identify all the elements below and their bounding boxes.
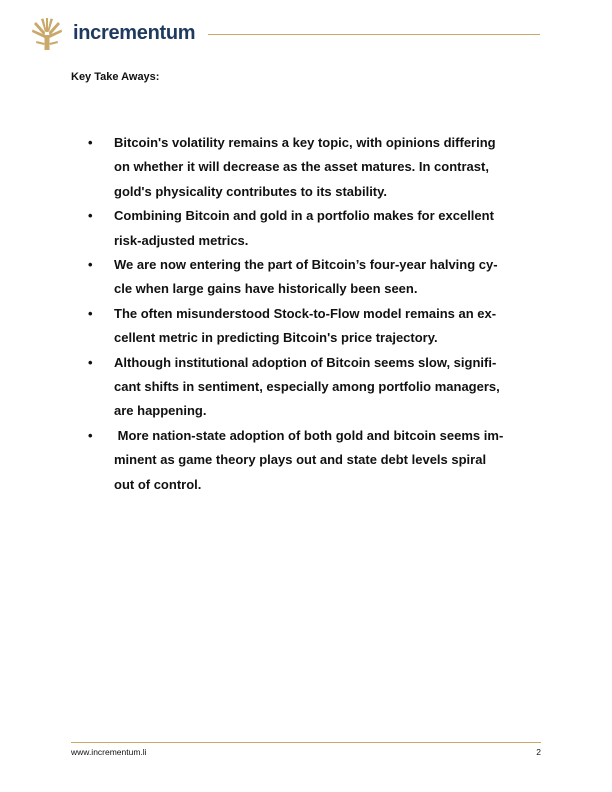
page-number: 2 <box>536 747 541 757</box>
bullet-line: The often misunderstood Stock-to-Flow model remains an ex- <box>114 305 497 321</box>
bullet-line: are happening. <box>114 403 207 419</box>
bullet-line: gold's physicality contributes to its stability. <box>114 183 388 199</box>
list-item <box>86 204 526 253</box>
footer-divider <box>71 742 541 743</box>
list-item <box>86 424 526 497</box>
bullet-line: risk-adjusted metrics. <box>114 232 249 248</box>
bullet-line: out of control. <box>114 476 202 492</box>
bullet-icon: • <box>88 427 93 443</box>
bullet-icon: • <box>88 257 93 273</box>
section-title: Key Take Aways: <box>71 71 160 83</box>
key-takeaways-list <box>86 131 526 497</box>
list-item <box>86 253 526 302</box>
bullet-line: Combining Bitcoin and gold in a portfolio makes for excellent <box>114 208 494 224</box>
bullet-line: More nation-state adoption of both gold and bitcoin seems im- <box>114 427 504 443</box>
bullet-line: cle when large gains have historically been seen. <box>114 281 418 297</box>
bullet-line: Bitcoin's volatility remains a key topic, with opinions differing <box>114 135 496 150</box>
footer-website-link[interactable]: www.incrementum.li <box>71 747 147 757</box>
bullet-line: minent as game theory plays out and state debt levels spiral <box>114 452 487 468</box>
bullet-line: on whether it will decrease as the asset matures. In contrast, <box>114 159 489 175</box>
header-divider <box>208 34 540 35</box>
bullet-line: cellent metric in predicting Bitcoin's price trajectory. <box>114 330 438 346</box>
bullet-icon: • <box>88 305 93 321</box>
list-item <box>86 302 526 351</box>
bullet-icon: • <box>88 208 93 224</box>
list-item <box>86 131 526 204</box>
page-header <box>32 18 540 52</box>
tree-logo-icon <box>32 18 62 50</box>
list-item <box>86 351 526 424</box>
bullet-icon: • <box>88 354 93 370</box>
bullet-icon: • <box>88 135 93 150</box>
bullet-line: Although institutional adoption of Bitcoin seems slow, signifi- <box>114 354 497 370</box>
brand-name: incrementum <box>73 22 196 44</box>
bullet-line: We are now entering the part of Bitcoin’s four-year halving cy- <box>114 257 498 273</box>
bullet-line: cant shifts in sentiment, especially among portfolio managers, <box>114 379 500 395</box>
